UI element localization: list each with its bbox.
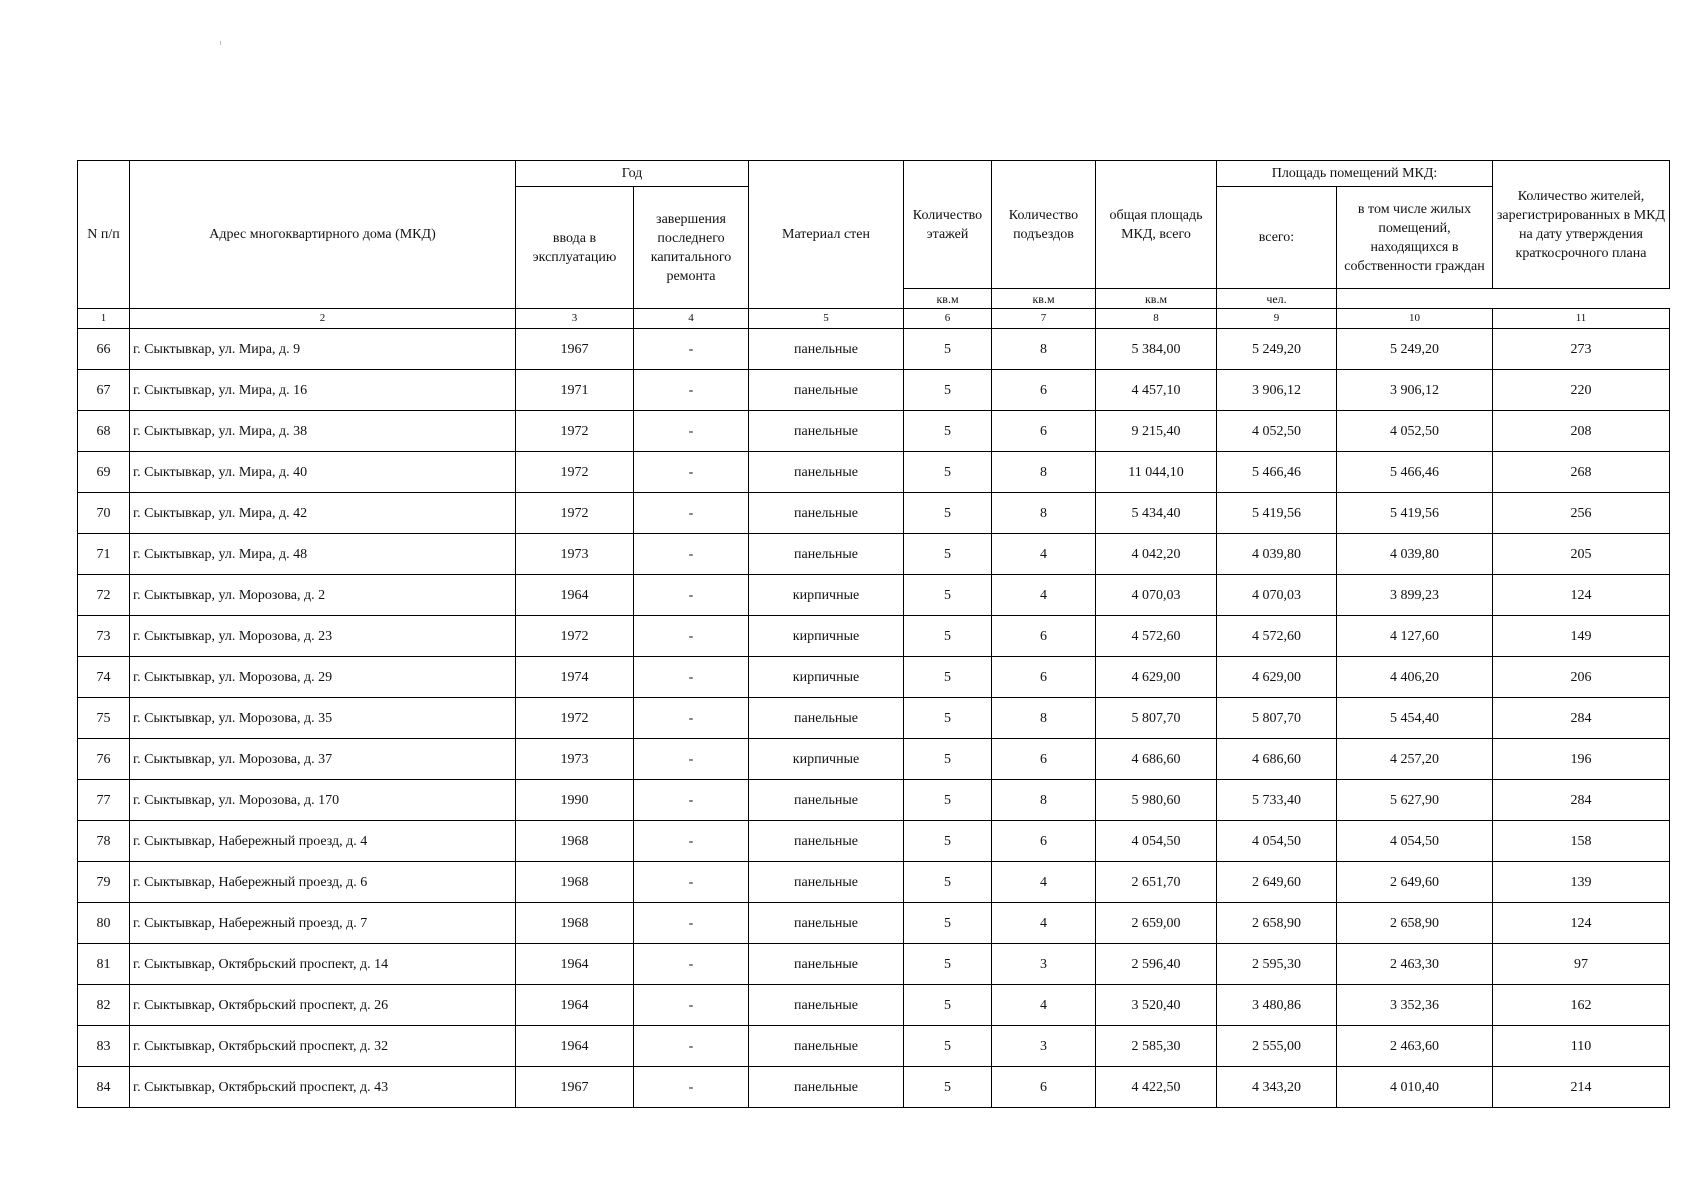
table-row: [78, 657, 1670, 698]
cell-row-number: 77: [78, 780, 130, 821]
cell-year-commission: 1971: [516, 370, 634, 411]
cell-wall-material: панельные: [749, 370, 904, 411]
cell-wall-material: кирпичные: [749, 739, 904, 780]
cell-area-all: 4 343,20: [1217, 1067, 1337, 1108]
column-number: 3: [516, 309, 634, 329]
cell-area-all: 5 249,20: [1217, 329, 1337, 370]
cell-total-area: 4 042,20: [1096, 534, 1217, 575]
cell-row-number: 75: [78, 698, 130, 739]
cell-year-last-repair: -: [634, 452, 749, 493]
cell-address: г. Сыктывкар, Октябрьский проспект, д. 32: [130, 1026, 516, 1067]
cell-area-residential: 5 419,56: [1337, 493, 1493, 534]
cell-area-all: 5 466,46: [1217, 452, 1337, 493]
cell-floors: 5: [904, 452, 992, 493]
cell-total-area: 2 596,40: [1096, 944, 1217, 985]
table-row: [78, 1026, 1670, 1067]
cell-area-all: 5 419,56: [1217, 493, 1337, 534]
unit-area-all: кв.м: [992, 289, 1096, 309]
cell-area-all: 2 658,90: [1217, 903, 1337, 944]
cell-entrances: 4: [992, 534, 1096, 575]
cell-address: г. Сыктывкар, ул. Мира, д. 48: [130, 534, 516, 575]
cell-wall-material: панельные: [749, 1026, 904, 1067]
cell-floors: 5: [904, 903, 992, 944]
unit-total-area: кв.м: [904, 289, 992, 309]
cell-row-number: 68: [78, 411, 130, 452]
cell-floors: 5: [904, 534, 992, 575]
cell-year-last-repair: -: [634, 411, 749, 452]
cell-area-residential: 4 054,50: [1337, 821, 1493, 862]
column-number-row: [78, 309, 1670, 329]
unit-residents: чел.: [1217, 289, 1337, 309]
table-row: [78, 411, 1670, 452]
column-number: 2: [130, 309, 516, 329]
cell-total-area: 4 054,50: [1096, 821, 1217, 862]
cell-residents: 110: [1493, 1026, 1670, 1067]
table-row: [78, 616, 1670, 657]
cell-wall-material: кирпичные: [749, 575, 904, 616]
cell-floors: 5: [904, 329, 992, 370]
table-body: [78, 161, 1670, 1108]
cell-floors: 5: [904, 780, 992, 821]
table-row: [78, 1067, 1670, 1108]
cell-area-residential: 4 257,20: [1337, 739, 1493, 780]
cell-area-all: 3 906,12: [1217, 370, 1337, 411]
column-number: 9: [1217, 309, 1337, 329]
header-floors: Количество этажей: [904, 161, 992, 289]
table-row: [78, 452, 1670, 493]
cell-year-last-repair: -: [634, 493, 749, 534]
cell-area-residential: 5 249,20: [1337, 329, 1493, 370]
cell-year-commission: 1967: [516, 329, 634, 370]
cell-total-area: 11 044,10: [1096, 452, 1217, 493]
cell-address: г. Сыктывкар, Набережный проезд, д. 6: [130, 862, 516, 903]
cell-entrances: 6: [992, 1067, 1096, 1108]
cell-year-last-repair: -: [634, 903, 749, 944]
cell-residents: 196: [1493, 739, 1670, 780]
cell-year-last-repair: -: [634, 739, 749, 780]
cell-total-area: 5 434,40: [1096, 493, 1217, 534]
cell-residents: 220: [1493, 370, 1670, 411]
cell-entrances: 6: [992, 411, 1096, 452]
cell-residents: 162: [1493, 985, 1670, 1026]
cell-residents: 124: [1493, 575, 1670, 616]
cell-year-last-repair: -: [634, 370, 749, 411]
cell-wall-material: панельные: [749, 821, 904, 862]
cell-area-all: 4 686,60: [1217, 739, 1337, 780]
cell-entrances: 6: [992, 616, 1096, 657]
cell-wall-material: панельные: [749, 944, 904, 985]
cell-address: г. Сыктывкар, ул. Мира, д. 42: [130, 493, 516, 534]
cell-area-all: 4 070,03: [1217, 575, 1337, 616]
cell-residents: 284: [1493, 780, 1670, 821]
cell-row-number: 84: [78, 1067, 130, 1108]
header-total-area: общая площадь МКД, всего: [1096, 161, 1217, 289]
column-number: 4: [634, 309, 749, 329]
cell-row-number: 83: [78, 1026, 130, 1067]
cell-residents: 206: [1493, 657, 1670, 698]
cell-row-number: 76: [78, 739, 130, 780]
cell-area-all: 4 052,50: [1217, 411, 1337, 452]
cell-area-all: 2 555,00: [1217, 1026, 1337, 1067]
cell-floors: 5: [904, 1067, 992, 1108]
cell-area-residential: 2 658,90: [1337, 903, 1493, 944]
cell-entrances: 3: [992, 944, 1096, 985]
header-area-group: Площадь помещений МКД:: [1217, 161, 1493, 187]
cell-address: г. Сыктывкар, ул. Морозова, д. 23: [130, 616, 516, 657]
cell-floors: 5: [904, 616, 992, 657]
cell-residents: 149: [1493, 616, 1670, 657]
cell-year-commission: 1964: [516, 1026, 634, 1067]
cell-wall-material: панельные: [749, 862, 904, 903]
cell-total-area: 4 629,00: [1096, 657, 1217, 698]
cell-total-area: 9 215,40: [1096, 411, 1217, 452]
cell-floors: 5: [904, 575, 992, 616]
cell-row-number: 69: [78, 452, 130, 493]
cell-address: г. Сыктывкар, ул. Мира, д. 16: [130, 370, 516, 411]
cell-entrances: 3: [992, 1026, 1096, 1067]
cell-address: г. Сыктывкар, ул. Мира, д. 38: [130, 411, 516, 452]
column-number: 11: [1493, 309, 1670, 329]
cell-area-residential: 4 127,60: [1337, 616, 1493, 657]
cell-wall-material: панельные: [749, 903, 904, 944]
cell-entrances: 6: [992, 370, 1096, 411]
cell-row-number: 74: [78, 657, 130, 698]
column-number: 8: [1096, 309, 1217, 329]
cell-total-area: 4 457,10: [1096, 370, 1217, 411]
cell-area-all: 3 480,86: [1217, 985, 1337, 1026]
cell-entrances: 8: [992, 780, 1096, 821]
column-number: 10: [1337, 309, 1493, 329]
cell-year-commission: 1972: [516, 452, 634, 493]
cell-floors: 5: [904, 370, 992, 411]
cell-area-all: 4 629,00: [1217, 657, 1337, 698]
cell-wall-material: панельные: [749, 985, 904, 1026]
cell-row-number: 67: [78, 370, 130, 411]
cell-year-commission: 1972: [516, 698, 634, 739]
cell-residents: 97: [1493, 944, 1670, 985]
table-row: [78, 821, 1670, 862]
cell-year-commission: 1964: [516, 985, 634, 1026]
cell-area-residential: 4 039,80: [1337, 534, 1493, 575]
header-address: Адрес многоквартирного дома (МКД): [130, 161, 516, 309]
column-number: 1: [78, 309, 130, 329]
table-row: [78, 985, 1670, 1026]
table-row: [78, 370, 1670, 411]
cell-total-area: 4 422,50: [1096, 1067, 1217, 1108]
cell-total-area: 2 659,00: [1096, 903, 1217, 944]
cell-address: г. Сыктывкар, ул. Мира, д. 9: [130, 329, 516, 370]
cell-year-commission: 1964: [516, 575, 634, 616]
cell-area-residential: 4 052,50: [1337, 411, 1493, 452]
cell-residents: 158: [1493, 821, 1670, 862]
cell-year-commission: 1972: [516, 411, 634, 452]
cell-residents: 284: [1493, 698, 1670, 739]
cell-address: г. Сыктывкар, ул. Мира, д. 40: [130, 452, 516, 493]
cell-floors: 5: [904, 985, 992, 1026]
table-row: [78, 575, 1670, 616]
table-row: [78, 780, 1670, 821]
header-residents: Количество жителей, зарегистрированных в МКД на дату утверждения краткосрочного плана: [1493, 161, 1670, 289]
cell-residents: 124: [1493, 903, 1670, 944]
cell-address: г. Сыктывкар, ул. Морозова, д. 170: [130, 780, 516, 821]
cell-area-all: 5 807,70: [1217, 698, 1337, 739]
cell-year-last-repair: -: [634, 944, 749, 985]
cell-area-residential: 5 466,46: [1337, 452, 1493, 493]
cell-area-residential: 5 454,40: [1337, 698, 1493, 739]
cell-area-residential: 5 627,90: [1337, 780, 1493, 821]
header-year-commission: ввода в эксплуатацию: [516, 187, 634, 309]
header-num: N п/п: [78, 161, 130, 309]
cell-area-all: 2 595,30: [1217, 944, 1337, 985]
cell-total-area: 4 686,60: [1096, 739, 1217, 780]
cell-residents: 139: [1493, 862, 1670, 903]
cell-row-number: 73: [78, 616, 130, 657]
cell-entrances: 4: [992, 903, 1096, 944]
cell-residents: 208: [1493, 411, 1670, 452]
header-entrances: Количество подъездов: [992, 161, 1096, 289]
cell-row-number: 81: [78, 944, 130, 985]
cell-floors: 5: [904, 944, 992, 985]
cell-area-residential: 3 906,12: [1337, 370, 1493, 411]
cell-year-last-repair: -: [634, 780, 749, 821]
header-area-residential-owned: в том числе жилых помещений, находящихся в собственности граждан: [1337, 187, 1493, 289]
cell-row-number: 66: [78, 329, 130, 370]
cell-area-residential: 4 010,40: [1337, 1067, 1493, 1108]
table-row: [78, 329, 1670, 370]
cell-entrances: 8: [992, 452, 1096, 493]
cell-year-last-repair: -: [634, 657, 749, 698]
cell-address: г. Сыктывкар, Октябрьский проспект, д. 43: [130, 1067, 516, 1108]
cell-wall-material: панельные: [749, 329, 904, 370]
cell-year-last-repair: -: [634, 575, 749, 616]
cell-address: г. Сыктывкар, Октябрьский проспект, д. 14: [130, 944, 516, 985]
cell-row-number: 72: [78, 575, 130, 616]
table-row: [78, 534, 1670, 575]
cell-year-last-repair: -: [634, 698, 749, 739]
cell-entrances: 6: [992, 657, 1096, 698]
cell-total-area: 3 520,40: [1096, 985, 1217, 1026]
cell-area-residential: 3 899,23: [1337, 575, 1493, 616]
cell-year-commission: 1973: [516, 739, 634, 780]
cell-year-last-repair: -: [634, 862, 749, 903]
column-number: 7: [992, 309, 1096, 329]
cell-wall-material: панельные: [749, 698, 904, 739]
table-row: [78, 944, 1670, 985]
cell-area-residential: 2 649,60: [1337, 862, 1493, 903]
scan-speck: [220, 41, 221, 45]
cell-entrances: 8: [992, 698, 1096, 739]
cell-area-all: 4 054,50: [1217, 821, 1337, 862]
cell-address: г. Сыктывкар, Октябрьский проспект, д. 26: [130, 985, 516, 1026]
cell-wall-material: панельные: [749, 411, 904, 452]
header-year-group: Год: [516, 161, 749, 187]
cell-floors: 5: [904, 493, 992, 534]
cell-wall-material: панельные: [749, 780, 904, 821]
cell-floors: 5: [904, 821, 992, 862]
cell-year-commission: 1973: [516, 534, 634, 575]
housing-register-table: [77, 160, 1670, 1108]
cell-address: г. Сыктывкар, ул. Морозова, д. 35: [130, 698, 516, 739]
cell-entrances: 4: [992, 575, 1096, 616]
cell-row-number: 70: [78, 493, 130, 534]
cell-year-last-repair: -: [634, 1026, 749, 1067]
cell-residents: 214: [1493, 1067, 1670, 1108]
cell-row-number: 82: [78, 985, 130, 1026]
cell-wall-material: панельные: [749, 534, 904, 575]
cell-address: г. Сыктывкар, Набережный проезд, д. 7: [130, 903, 516, 944]
cell-wall-material: панельные: [749, 493, 904, 534]
cell-total-area: 5 807,70: [1096, 698, 1217, 739]
cell-floors: 5: [904, 739, 992, 780]
column-number: 5: [749, 309, 904, 329]
cell-entrances: 4: [992, 862, 1096, 903]
cell-year-commission: 1968: [516, 862, 634, 903]
cell-year-commission: 1964: [516, 944, 634, 985]
cell-area-all: 4 572,60: [1217, 616, 1337, 657]
cell-wall-material: панельные: [749, 452, 904, 493]
cell-total-area: 5 980,60: [1096, 780, 1217, 821]
cell-total-area: 2 585,30: [1096, 1026, 1217, 1067]
cell-entrances: 6: [992, 821, 1096, 862]
cell-area-residential: 2 463,60: [1337, 1026, 1493, 1067]
cell-year-last-repair: -: [634, 821, 749, 862]
header-row-group: [78, 161, 1670, 187]
cell-residents: 268: [1493, 452, 1670, 493]
cell-wall-material: кирпичные: [749, 616, 904, 657]
cell-address: г. Сыктывкар, Набережный проезд, д. 4: [130, 821, 516, 862]
cell-area-all: 5 733,40: [1217, 780, 1337, 821]
cell-entrances: 8: [992, 493, 1096, 534]
cell-area-residential: 3 352,36: [1337, 985, 1493, 1026]
cell-year-commission: 1968: [516, 903, 634, 944]
cell-floors: 5: [904, 657, 992, 698]
table-row: [78, 739, 1670, 780]
cell-year-commission: 1967: [516, 1067, 634, 1108]
cell-area-residential: 2 463,30: [1337, 944, 1493, 985]
cell-total-area: 5 384,00: [1096, 329, 1217, 370]
cell-year-commission: 1974: [516, 657, 634, 698]
cell-address: г. Сыктывкар, ул. Морозова, д. 29: [130, 657, 516, 698]
cell-floors: 5: [904, 862, 992, 903]
document-sheet: [77, 160, 1670, 1108]
cell-wall-material: панельные: [749, 1067, 904, 1108]
cell-area-all: 2 649,60: [1217, 862, 1337, 903]
cell-address: г. Сыктывкар, ул. Морозова, д. 2: [130, 575, 516, 616]
cell-row-number: 78: [78, 821, 130, 862]
table-row: [78, 698, 1670, 739]
cell-residents: 205: [1493, 534, 1670, 575]
cell-entrances: 8: [992, 329, 1096, 370]
cell-entrances: 4: [992, 985, 1096, 1026]
cell-area-residential: 4 406,20: [1337, 657, 1493, 698]
header-area-all: всего:: [1217, 187, 1337, 289]
cell-year-commission: 1972: [516, 616, 634, 657]
cell-total-area: 2 651,70: [1096, 862, 1217, 903]
cell-row-number: 79: [78, 862, 130, 903]
cell-year-last-repair: -: [634, 985, 749, 1026]
cell-wall-material: кирпичные: [749, 657, 904, 698]
cell-year-last-repair: -: [634, 1067, 749, 1108]
cell-year-commission: 1968: [516, 821, 634, 862]
cell-year-last-repair: -: [634, 329, 749, 370]
cell-area-all: 4 039,80: [1217, 534, 1337, 575]
cell-year-last-repair: -: [634, 616, 749, 657]
unit-area-residential: кв.м: [1096, 289, 1217, 309]
column-number: 6: [904, 309, 992, 329]
cell-year-last-repair: -: [634, 534, 749, 575]
table-row: [78, 903, 1670, 944]
cell-floors: 5: [904, 698, 992, 739]
cell-row-number: 80: [78, 903, 130, 944]
cell-year-commission: 1990: [516, 780, 634, 821]
cell-floors: 5: [904, 1026, 992, 1067]
cell-floors: 5: [904, 411, 992, 452]
cell-address: г. Сыктывкар, ул. Морозова, д. 37: [130, 739, 516, 780]
cell-residents: 273: [1493, 329, 1670, 370]
cell-total-area: 4 070,03: [1096, 575, 1217, 616]
cell-year-commission: 1972: [516, 493, 634, 534]
table-row: [78, 862, 1670, 903]
header-year-last-repair: завершения последнего капитального ремонта: [634, 187, 749, 309]
cell-residents: 256: [1493, 493, 1670, 534]
cell-entrances: 6: [992, 739, 1096, 780]
table-row: [78, 493, 1670, 534]
cell-row-number: 71: [78, 534, 130, 575]
header-wall-material: Материал стен: [749, 161, 904, 309]
cell-total-area: 4 572,60: [1096, 616, 1217, 657]
